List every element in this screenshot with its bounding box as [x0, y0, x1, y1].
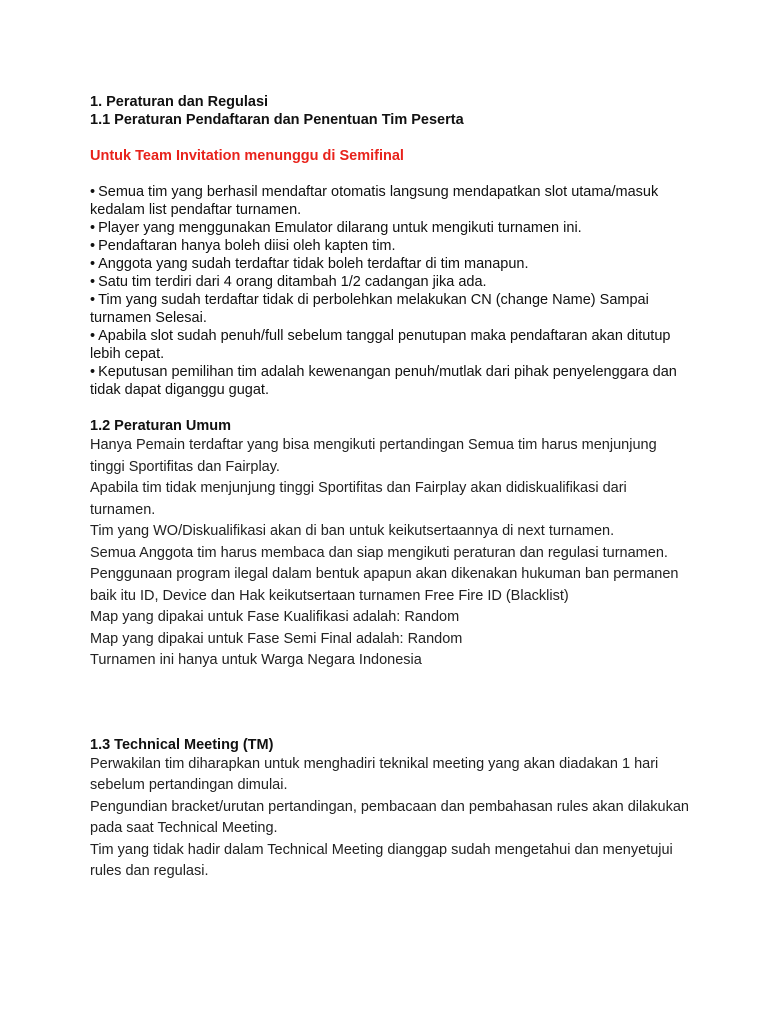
list-item: Tim yang tidak hadir dalam Technical Meeting dianggap sudah mengetahui dan menyetujui rules dan regulasi. [90, 841, 673, 879]
section-1-1-list [90, 183, 690, 399]
heading-section-1-3: 1.3 Technical Meeting (TM) [90, 736, 274, 753]
list-item: Tim yang WO/Diskualifikasi akan di ban untuk keikutsertaannya di next turnamen. [90, 523, 615, 539]
list-item: Perwakilan tim diharapkan untuk menghadiri teknikal meeting yang akan diadakan 1 hari sebelum pertandingan dimulai. [90, 755, 659, 793]
list-item: • Satu tim terdiri dari 4 orang ditambah 1/2 cadangan jika ada. [90, 273, 690, 291]
list-item: Apabila tim tidak menjunjung tinggi Sportifitas dan Fairplay akan didiskualifikasi dari turnamen. [90, 480, 627, 518]
list-item: Semua Anggota tim harus membaca dan siap mengikuti peraturan dan regulasi turnamen. [90, 544, 668, 561]
list-item: • Semua tim yang berhasil mendaftar otomatis langsung mendapatkan slot utama/masuk kedalam list pendaftar turnamen. [90, 183, 690, 219]
list-item: • Pendaftaran hanya boleh diisi oleh kapten tim. [90, 237, 690, 255]
list-item: • Keputusan pemilihan tim adalah kewenangan penuh/mutlak dari pihak penyelenggara dan tidak dapat diganggu gugat. [90, 363, 690, 399]
section-1-2-list [90, 435, 690, 672]
heading-peraturan-regulasi: 1. Peraturan dan Regulasi [90, 94, 269, 110]
heading-section-1-2: 1.2 Peraturan Umum [90, 418, 232, 434]
document-content [90, 93, 690, 883]
section-1-3-list [90, 754, 690, 883]
list-item: Pengundian bracket/urutan pertandingan, pembacaan dan pembahasan rules akan dilakukan pada saat Technical Meeting. [90, 798, 689, 836]
team-invitation-notice: Untuk Team Invitation menunggu di Semifinal [90, 148, 404, 164]
list-item: Turnamen ini hanya untuk Warga Negara Indonesia [90, 652, 422, 668]
list-item: Penggunaan program ilegal dalam bentuk apapun akan dikenakan hukuman ban permanen baik itu ID, Device dan Hak keikutsertaan turnamen Free Fire ID (Blacklist) [90, 566, 679, 604]
list-item: Hanya Pemain terdaftar yang bisa mengikuti pertandingan Semua tim harus menjunjung tinggi Sportifitas dan Fairplay. [90, 437, 657, 475]
list-item: • Apabila slot sudah penuh/full sebelum tanggal penutupan maka pendaftaran akan ditutup lebih cepat. [90, 327, 690, 363]
heading-section-1-1: 1.1 Peraturan Pendaftaran dan Penentuan Tim Peserta [90, 112, 464, 128]
list-item: Map yang dipakai untuk Fase Semi Final adalah: Random [90, 630, 463, 647]
list-item: • Anggota yang sudah terdaftar tidak boleh terdaftar di tim manapun. [90, 255, 690, 273]
list-item: • Player yang menggunakan Emulator dilarang untuk mengikuti turnamen ini. [90, 219, 690, 237]
list-item: Map yang dipakai untuk Fase Kualifikasi adalah: Random [90, 609, 460, 625]
section-spacer [90, 672, 690, 736]
list-item: • Tim yang sudah terdaftar tidak di perbolehkan melakukan CN (change Name) Sampai turnamen Selesai. [90, 291, 690, 327]
